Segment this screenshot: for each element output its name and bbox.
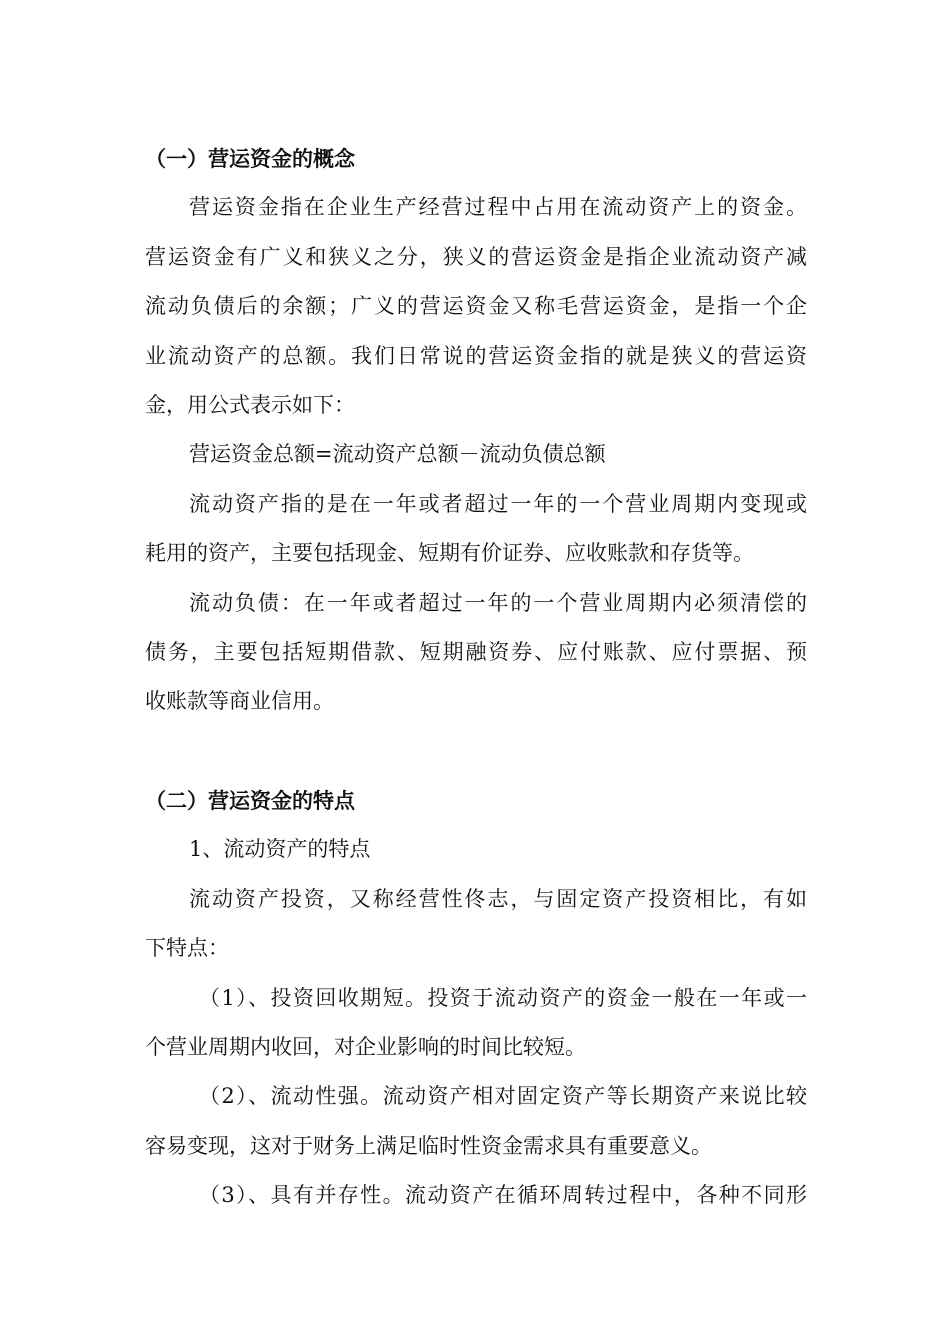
- text-line: 流动资产投资，又称经营性佟志，与固定资产投资相比，有如: [189, 886, 807, 911]
- text-line: 业流动资产的总额。我们日常说的营运资金指的就是狭义的营运资: [145, 343, 807, 368]
- text-line: 流动负债：在一年或者超过一年的一个营业周期内必须清偿的: [189, 590, 807, 615]
- paragraph-current-assets: [145, 480, 807, 579]
- list-item-2: [145, 1072, 807, 1171]
- text-line: 营运资金指在企业生产经营过程中占用在流动资产上的资金。: [189, 195, 807, 220]
- text-line: 债务，主要包括短期借款、短期融资券、应付账款、应付票据、预: [145, 639, 807, 664]
- text-line: 容易变现，这对于财务上满足临时性资金需求具有重要意义。: [145, 1133, 712, 1158]
- text-line: 下特点：: [145, 936, 229, 961]
- text-line: 收账款等商业信用。: [145, 689, 334, 714]
- paragraph-definition: [145, 183, 807, 430]
- text-line: 流动资产指的是在一年或者超过一年的一个营业周期内变现或: [189, 491, 807, 516]
- section-spacer: [145, 727, 807, 776]
- text-line: （3）、具有并存性。流动资产在循环周转过程中，各种不同形: [199, 1183, 807, 1208]
- document-body: [145, 134, 807, 1221]
- list-item-3: [145, 1171, 807, 1220]
- text-line: 金，用公式表示如下：: [145, 392, 355, 417]
- paragraph-intro: [145, 875, 807, 974]
- section-heading-concept: （一）营运资金的概念: [145, 146, 355, 171]
- text-line: 个营业周期内收回，对企业影响的时间比较短。: [145, 1035, 586, 1060]
- text-line: 流动负债后的余额；广义的营运资金又称毛营运资金，是指一个企: [145, 294, 807, 319]
- list-item-1: [145, 974, 807, 1073]
- subheading-current-asset-features: 1、流动资产的特点: [189, 837, 371, 862]
- text-line: （1）、投资回收期短。投资于流动资产的资金一般在一年或一: [199, 985, 807, 1010]
- text-line: （2）、流动性强。流动资产相对固定资产等长期资产来说比较: [199, 1084, 807, 1109]
- section-heading-features: （二）营运资金的特点: [145, 788, 355, 814]
- paragraph-current-liabilities: [145, 579, 807, 727]
- text-line: 耗用的资产，主要包括现金、短期有价证券、应收账款和存货等。: [145, 541, 754, 566]
- text-line: 营运资金有广义和狭义之分，狭义的营运资金是指企业流动资产减: [145, 244, 807, 269]
- formula-line: 营运资金总额=流动资产总额－流动负债总额: [189, 442, 606, 467]
